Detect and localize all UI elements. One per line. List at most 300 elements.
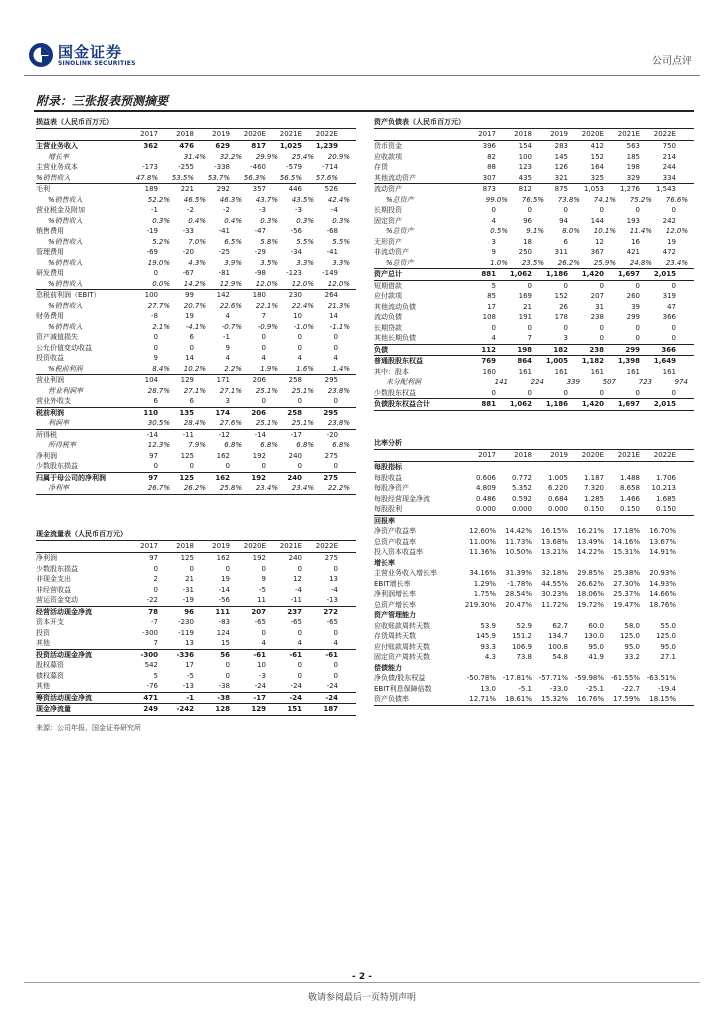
row-value: 0 xyxy=(671,206,676,214)
table-row xyxy=(36,617,356,628)
row-value: 526 xyxy=(324,185,338,193)
row-value: 198 xyxy=(517,345,532,354)
year-header: 2017 xyxy=(478,451,496,459)
row-value: 0 xyxy=(153,564,158,573)
row-value: 13.49% xyxy=(577,537,604,546)
row-label: 利润率 xyxy=(48,419,69,427)
row-value: 16.76% xyxy=(577,695,604,703)
row-value: 25.1% xyxy=(291,386,314,395)
row-value: 26.62% xyxy=(577,579,604,588)
table-row xyxy=(36,574,356,585)
row-value: -13 xyxy=(326,596,338,604)
table-row xyxy=(36,353,356,364)
row-value: 23.8% xyxy=(327,386,350,395)
row-value: 18.06% xyxy=(577,590,604,598)
row-value: -67 xyxy=(182,269,194,277)
row-value: 25.38% xyxy=(613,569,640,577)
row-label: %销售收入 xyxy=(48,195,83,204)
row-value: -59.98% xyxy=(574,674,604,682)
row-value: 295 xyxy=(323,408,338,417)
row-value: 24.8% xyxy=(629,258,652,267)
row-value: 74.1% xyxy=(593,195,616,204)
table-row xyxy=(36,473,356,484)
row-value: 76.5% xyxy=(521,195,544,204)
row-value: 0.5% xyxy=(490,227,508,235)
row-label: 总资产增长率 xyxy=(374,600,416,609)
row-label: 现金净流量 xyxy=(36,705,71,713)
table-row xyxy=(374,205,694,216)
row-value: -61 xyxy=(325,650,338,659)
row-label: 少数股东损益 xyxy=(36,462,78,470)
table-row xyxy=(374,152,694,163)
appendix-divider xyxy=(34,110,694,112)
row-value: 27.1% xyxy=(183,386,206,395)
row-label: 营业外收支 xyxy=(36,397,71,405)
row-value: 111 xyxy=(215,607,230,616)
row-value: 4 xyxy=(491,334,496,342)
row-value: -300 xyxy=(142,628,158,637)
row-value: 126 xyxy=(554,163,568,171)
row-value: 18.15% xyxy=(649,695,676,703)
row-value: -29 xyxy=(254,248,266,256)
row-value: 0 xyxy=(635,323,640,332)
row-value: 110 xyxy=(143,408,158,417)
row-value: 18.61% xyxy=(505,695,532,703)
row-value: 0 xyxy=(491,206,496,214)
row-label: %销售收入 xyxy=(48,279,83,288)
row-value: 1,025 xyxy=(279,142,302,150)
table-row xyxy=(36,184,356,195)
row-value: -57.71% xyxy=(538,674,568,682)
row-value: 14 xyxy=(329,312,338,320)
row-value: 11.4% xyxy=(629,227,652,235)
row-value: 292 xyxy=(216,185,230,193)
table-row xyxy=(36,311,356,322)
row-value: 0.3% xyxy=(152,216,170,225)
row-value: 15.31% xyxy=(613,548,640,556)
row-value: 1,420 xyxy=(581,270,604,278)
table-row xyxy=(374,399,694,411)
row-value: 52.9 xyxy=(516,621,532,630)
row-value: 22.4% xyxy=(291,301,314,310)
row-label: 资产负债率 xyxy=(374,695,409,703)
year-header: 2022E xyxy=(653,130,676,138)
row-value: 0.150 xyxy=(583,505,604,513)
row-value: 221 xyxy=(180,185,194,193)
row-label: 负债 xyxy=(374,345,388,354)
row-value: 9 xyxy=(225,343,230,352)
row-value: 0.3% xyxy=(260,216,278,225)
row-value: -4 xyxy=(295,585,302,594)
row-value: 104 xyxy=(144,376,158,384)
row-value: 169 xyxy=(518,292,532,300)
header-spacer xyxy=(36,541,122,552)
row-label: 净资产收益率 xyxy=(374,527,416,535)
row-value: 125 xyxy=(179,473,194,482)
row-value: 329 xyxy=(626,173,640,182)
footer-divider xyxy=(24,982,700,983)
row-value: -17 xyxy=(253,693,266,702)
row-value: 0 xyxy=(333,628,338,637)
table-row xyxy=(374,302,694,313)
row-value: 0.000 xyxy=(547,505,568,513)
row-value: -11 xyxy=(182,430,194,439)
row-value: -7 xyxy=(151,618,158,626)
row-value: 881 xyxy=(481,400,496,408)
table-row xyxy=(374,356,694,367)
row-label: 资产管理能力 xyxy=(374,611,416,619)
row-value: 275 xyxy=(323,473,338,482)
row-value: 1,697 xyxy=(617,400,640,408)
header-spacer xyxy=(374,450,460,461)
row-value: 272 xyxy=(323,607,338,616)
row-value: -65 xyxy=(290,618,302,626)
row-value: 27.1% xyxy=(219,386,242,395)
row-value: 0.150 xyxy=(619,505,640,513)
row-value: 0 xyxy=(635,388,640,397)
row-label: 主营业务收入增长率 xyxy=(374,569,437,577)
table-row xyxy=(36,290,356,301)
row-value: 0 xyxy=(599,388,604,397)
row-value: 1.4% xyxy=(332,364,350,373)
row-value: 339 xyxy=(566,378,580,386)
row-value: 95.0 xyxy=(660,642,676,651)
year-header: 2017 xyxy=(478,130,496,138)
row-value: -41 xyxy=(326,248,338,256)
row-value: 31 xyxy=(595,302,604,311)
table-row xyxy=(36,553,356,564)
row-value: 14.16% xyxy=(613,537,640,546)
row-value xyxy=(604,462,640,473)
row-value: 542 xyxy=(144,661,158,669)
row-label: 其他流动负债 xyxy=(374,302,416,311)
table-row xyxy=(374,333,694,345)
row-value: 12.71% xyxy=(469,695,496,703)
row-value: -336 xyxy=(176,650,194,659)
row-value: 25.9% xyxy=(593,258,616,267)
row-label: 长期投资 xyxy=(374,206,402,214)
row-label: 资产减值损失 xyxy=(36,333,78,341)
row-value: 9 xyxy=(261,575,266,583)
row-value xyxy=(604,663,640,674)
year-header: 2020E xyxy=(581,451,604,459)
table-row xyxy=(374,673,694,684)
row-value: 12.0% xyxy=(255,279,278,288)
table-title: 现金流量表（人民币百万元） xyxy=(36,528,356,541)
row-value: 10.213 xyxy=(651,484,676,492)
row-value: -5 xyxy=(259,585,266,594)
table-row xyxy=(374,694,694,706)
table-row xyxy=(36,258,356,269)
row-value: 4.809 xyxy=(475,484,496,492)
row-value: 207 xyxy=(251,607,266,616)
row-value: 130.0 xyxy=(583,632,604,640)
row-value: 52.2% xyxy=(147,195,170,204)
row-label: 少数股东损益 xyxy=(36,564,78,573)
row-value: 73.8 xyxy=(516,653,532,661)
row-value: 307 xyxy=(482,173,496,182)
row-value: 0 xyxy=(225,564,230,573)
table-row xyxy=(374,323,694,334)
row-value: -3 xyxy=(295,206,302,214)
row-value: 19.0% xyxy=(147,258,170,267)
row-label: 资产总计 xyxy=(374,270,402,278)
year-header: 2021E xyxy=(279,130,302,138)
row-value: 367 xyxy=(590,248,604,256)
table-row xyxy=(374,516,694,527)
row-label: 每股经营现金净流 xyxy=(374,494,430,503)
row-value: 20.9% xyxy=(327,152,350,161)
row-value: 4 xyxy=(261,354,266,362)
row-value: -1 xyxy=(151,206,158,214)
row-value: -14 xyxy=(146,430,158,439)
row-value: 299 xyxy=(626,313,640,321)
row-value: 7.320 xyxy=(583,484,604,492)
row-value: 9.1% xyxy=(526,227,544,235)
row-value: 2,015 xyxy=(653,270,676,278)
row-value: -19 xyxy=(182,596,194,604)
row-value: 258 xyxy=(288,376,302,384)
row-value: 17 xyxy=(185,661,194,669)
row-label: 债权募资 xyxy=(36,671,64,680)
row-label: 经营活动现金净流 xyxy=(36,607,92,616)
row-value xyxy=(496,462,532,473)
row-value: 1,005 xyxy=(545,357,568,365)
row-value: 16.70% xyxy=(649,527,676,535)
appendix-title: 附录：三张报表预测摘要 xyxy=(36,94,169,108)
row-value: 1.6% xyxy=(296,364,314,373)
row-value: 0 xyxy=(491,323,496,332)
table-row xyxy=(374,462,694,473)
row-value: 15.32% xyxy=(541,695,568,703)
row-value: 12.0% xyxy=(665,227,688,235)
row-value: -123 xyxy=(286,269,302,277)
row-value: -11 xyxy=(290,596,302,604)
row-value: 0 xyxy=(297,462,302,470)
year-header: 2021E xyxy=(279,542,302,550)
row-value: 25.1% xyxy=(291,419,314,427)
row-value: 0.772 xyxy=(511,473,532,482)
row-value: 1.466 xyxy=(619,494,640,503)
row-value: -8 xyxy=(151,312,158,320)
row-value: 299 xyxy=(625,345,640,354)
row-value: 421 xyxy=(626,248,640,256)
row-value: 182 xyxy=(553,345,568,354)
row-value: -460 xyxy=(250,163,266,171)
logo-icon xyxy=(28,42,54,68)
row-label: %税前利润 xyxy=(48,364,83,373)
row-value: 4 xyxy=(333,639,338,647)
row-value: -22.7 xyxy=(621,684,640,693)
row-value: 171 xyxy=(216,376,230,384)
row-value xyxy=(496,610,532,621)
row-value: 180 xyxy=(252,291,266,299)
row-value: 22.2% xyxy=(327,484,350,492)
row-value: 1,543 xyxy=(655,185,676,193)
table-row xyxy=(374,684,694,695)
row-value: 446 xyxy=(288,185,302,193)
table-row xyxy=(36,650,356,661)
table-title: 比率分析 xyxy=(374,437,694,450)
year-header: 2018 xyxy=(514,130,532,138)
row-value: 96 xyxy=(523,216,532,225)
row-value: -63.51% xyxy=(646,674,676,682)
row-value: 32.2% xyxy=(219,152,242,161)
row-label: 主营业务成本 xyxy=(36,163,78,171)
row-value: 125 xyxy=(180,451,194,460)
row-value: -17 xyxy=(290,430,302,439)
row-value: 507 xyxy=(602,378,616,386)
row-label: 净利润增长率 xyxy=(374,590,416,598)
row-value: 162 xyxy=(216,554,230,562)
table-row xyxy=(374,537,694,548)
row-value: -65 xyxy=(254,618,266,626)
row-value xyxy=(568,462,604,473)
row-value: 97 xyxy=(149,451,158,460)
row-value: 1,182 xyxy=(581,357,604,365)
row-value: -38 xyxy=(218,682,230,690)
row-value: 4 xyxy=(491,216,496,225)
table-row xyxy=(374,281,694,292)
row-value: 62.7 xyxy=(552,621,568,630)
row-value: 19 xyxy=(667,237,676,246)
row-value: 0 xyxy=(563,281,568,290)
year-header: 2021E xyxy=(617,451,640,459)
row-value: 11.00% xyxy=(469,537,496,546)
row-value: 0 xyxy=(225,462,230,470)
table-row xyxy=(36,237,356,248)
row-value: 27.6% xyxy=(219,419,242,427)
row-value: 214 xyxy=(662,152,676,161)
row-value: 8.4% xyxy=(152,364,170,373)
row-value: 192 xyxy=(252,451,266,460)
row-value: 4 xyxy=(261,639,266,647)
row-label: %销售收入 xyxy=(36,173,71,182)
table-header-row xyxy=(36,541,356,553)
row-value: 321 xyxy=(554,173,568,182)
row-value: 0 xyxy=(527,323,532,332)
row-value: 3 xyxy=(563,334,568,342)
year-header: 2020E xyxy=(581,130,604,138)
row-label: 流动负债 xyxy=(374,313,402,321)
table-row xyxy=(36,628,356,639)
row-value: 53.9 xyxy=(480,621,496,630)
row-value: -14 xyxy=(218,585,230,594)
table-row xyxy=(374,237,694,248)
row-value: 0.486 xyxy=(475,494,496,503)
row-label: 未分配利润 xyxy=(386,378,421,386)
row-value: 26 xyxy=(559,302,568,311)
row-value: 249 xyxy=(143,705,158,713)
row-value: 0 xyxy=(563,388,568,397)
row-value: -20 xyxy=(182,248,194,256)
row-value: 42.4% xyxy=(327,195,350,204)
row-value: 5.5% xyxy=(332,237,350,246)
row-value: -68 xyxy=(326,227,338,235)
row-value: 5.2% xyxy=(152,237,170,246)
row-value: 43.5% xyxy=(291,195,314,204)
row-label: %销售收入 xyxy=(48,322,83,331)
row-value: 5 xyxy=(153,671,158,680)
row-value: 78 xyxy=(148,607,158,616)
row-value xyxy=(640,663,676,674)
row-value xyxy=(496,516,532,527)
page-number: - 2 - xyxy=(352,972,372,982)
row-value: 0 xyxy=(599,334,604,342)
table-title: 损益表（人民币百万元） xyxy=(36,116,356,129)
row-value: -61.55% xyxy=(610,674,640,682)
row-value: -2 xyxy=(187,206,194,214)
row-value: 2.1% xyxy=(152,322,170,331)
row-value: 97 xyxy=(149,554,158,562)
row-label: %总资产 xyxy=(386,195,414,204)
row-value: 4 xyxy=(297,639,302,647)
row-value: 0 xyxy=(261,462,266,470)
row-label: 净负债/股东权益 xyxy=(374,674,426,682)
row-value: 154 xyxy=(518,142,532,150)
row-value: 219.30% xyxy=(464,600,496,609)
row-value: 4 xyxy=(333,354,338,362)
table-row xyxy=(374,367,694,378)
row-value: 0.0% xyxy=(152,279,170,288)
row-value: 41.9 xyxy=(588,653,604,661)
row-value: 14.93% xyxy=(649,579,676,588)
row-value: 1.0% xyxy=(490,258,508,267)
row-value: 1,697 xyxy=(617,270,640,278)
row-value: 1.9% xyxy=(260,364,278,373)
row-value: 95.0 xyxy=(588,642,604,651)
row-value: -24 xyxy=(326,682,338,690)
row-value: 0 xyxy=(333,397,338,405)
row-value: 23.4% xyxy=(665,258,688,267)
row-label: 净利润 xyxy=(36,554,57,562)
row-value: -98 xyxy=(254,269,266,277)
row-value: 25.8% xyxy=(219,484,242,492)
row-value: 435 xyxy=(518,173,532,182)
table-row xyxy=(36,195,356,206)
income-statement-table xyxy=(36,116,356,495)
row-value: 125 xyxy=(180,554,194,562)
row-value: 13.67% xyxy=(649,537,676,546)
row-value: -47 xyxy=(254,227,266,235)
row-label: 营业税金及附加 xyxy=(36,206,85,214)
row-value: 193 xyxy=(626,216,640,225)
table-row xyxy=(374,547,694,558)
row-value: 13.0 xyxy=(480,684,496,693)
row-value: -12 xyxy=(218,430,230,439)
table-row xyxy=(374,568,694,579)
row-value: -230 xyxy=(178,618,194,626)
row-value: 75.2% xyxy=(629,195,652,204)
table-row xyxy=(36,364,356,376)
row-value: 1,062 xyxy=(509,400,532,408)
row-value: 192 xyxy=(251,473,266,482)
row-value: 812 xyxy=(518,185,532,193)
row-value: -338 xyxy=(214,163,230,171)
row-value: 1,062 xyxy=(509,270,532,278)
row-value: 30.23% xyxy=(541,590,568,598)
row-label: 公允价值变动收益 xyxy=(36,343,92,352)
row-value: 4 xyxy=(297,354,302,362)
row-value: 25.1% xyxy=(255,419,278,427)
row-value: 142 xyxy=(216,291,230,299)
row-value: 0 xyxy=(527,206,532,214)
row-value: 1.75% xyxy=(473,590,496,598)
row-value: 817 xyxy=(251,142,266,150)
row-value: 13 xyxy=(329,575,338,583)
table-title: 资产负债表（人民币百万元） xyxy=(374,116,694,129)
row-value: 0 xyxy=(635,281,640,290)
